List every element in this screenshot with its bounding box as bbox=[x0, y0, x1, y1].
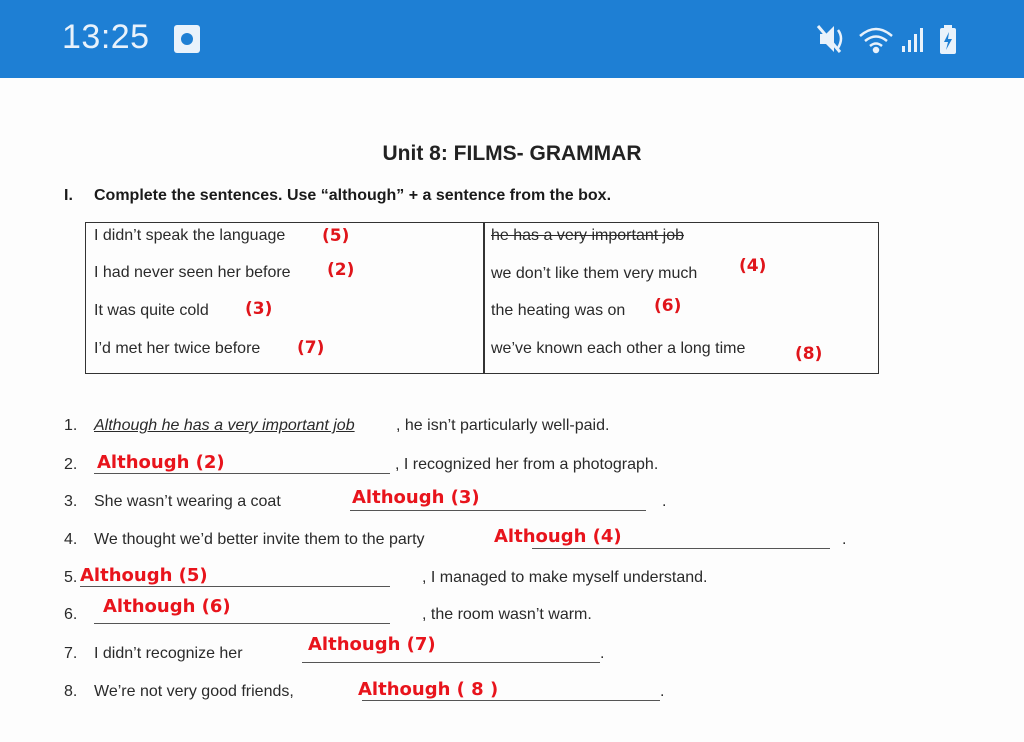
box-left-3: It was quite cold bbox=[94, 302, 209, 319]
sentence-8-answer: Although ( 8 ) bbox=[358, 679, 499, 700]
box-right-2-mark: (4) bbox=[739, 256, 767, 276]
sentence-4-blank bbox=[532, 548, 830, 549]
worksheet-page bbox=[0, 78, 1024, 742]
sentence-6-rest: , the room wasn’t warm. bbox=[422, 606, 592, 623]
sentence-8-rest: . bbox=[660, 683, 665, 700]
box-right-1: he has a very important job bbox=[491, 227, 684, 244]
sentence-1-rest: , he isn’t particularly well-paid. bbox=[396, 417, 610, 434]
sentence-2-number: 2. bbox=[64, 456, 78, 473]
sentence-4-before: We thought we’d better invite them to the party bbox=[94, 531, 425, 548]
sentence-1-number: 1. bbox=[64, 417, 78, 434]
sentence-4-answer: Although (4) bbox=[494, 526, 622, 547]
notification-icon bbox=[174, 25, 200, 53]
sentence-3-blank bbox=[350, 510, 646, 511]
signal-icon bbox=[902, 28, 923, 52]
box-left-2-mark: (2) bbox=[327, 260, 355, 280]
sentence-7-number: 7. bbox=[64, 645, 78, 662]
box-right-4: we’ve known each other a long time bbox=[491, 340, 746, 357]
sentence-8-blank bbox=[362, 700, 660, 701]
instruction: Complete the sentences. Use “although” + a sentence from the box. bbox=[94, 187, 612, 204]
sentence-5-rest: , I managed to make myself understand. bbox=[422, 569, 708, 586]
box-left-4: I’d met her twice before bbox=[94, 340, 261, 357]
sentence-7-answer: Although (7) bbox=[308, 634, 436, 655]
box-right-3: the heating was on bbox=[491, 302, 626, 319]
box-divider bbox=[483, 223, 485, 373]
box-left-4-mark: (7) bbox=[297, 338, 325, 358]
box-left-2: I had never seen her before bbox=[94, 264, 291, 281]
sentence-6-blank bbox=[94, 623, 390, 624]
sentence-1-answer: Although he has a very important job bbox=[94, 417, 355, 434]
sentence-3-number: 3. bbox=[64, 493, 78, 510]
sentence-8-number: 8. bbox=[64, 683, 78, 700]
sentence-5-blank bbox=[80, 586, 390, 587]
sentence-2-blank bbox=[94, 473, 390, 474]
clock: 13:25 bbox=[62, 18, 150, 56]
battery-charging-icon bbox=[940, 25, 956, 54]
box-left-1: I didn’t speak the language bbox=[94, 227, 286, 244]
sentence-4-rest: . bbox=[842, 531, 847, 548]
wifi-icon bbox=[860, 29, 892, 52]
sentence-2-answer: Although (2) bbox=[97, 452, 225, 473]
sentence-7-blank bbox=[302, 662, 600, 663]
box-left-3-mark: (3) bbox=[245, 299, 273, 319]
status-bar bbox=[0, 0, 1024, 78]
sentence-6-number: 6. bbox=[64, 606, 78, 623]
sentence-8-before: We’re not very good friends, bbox=[94, 683, 294, 700]
sentence-3-before: She wasn’t wearing a coat bbox=[94, 493, 281, 510]
sentence-5-number: 5. bbox=[64, 569, 78, 586]
mute-icon bbox=[818, 26, 841, 52]
sentence-3-answer: Although (3) bbox=[352, 487, 480, 508]
box-right-2: we don’t like them very much bbox=[491, 265, 698, 282]
status-icons bbox=[816, 22, 968, 58]
sentence-4-number: 4. bbox=[64, 531, 78, 548]
instruction-number: I. bbox=[64, 187, 73, 204]
box-left-1-mark: (5) bbox=[322, 226, 350, 246]
box-right-4-mark: (8) bbox=[795, 344, 823, 364]
sentence-6-answer: Although (6) bbox=[103, 596, 231, 617]
page-title: Unit 8: FILMS- GRAMMAR bbox=[382, 142, 642, 165]
sentence-3-rest: . bbox=[662, 493, 667, 510]
box-right-3-mark: (6) bbox=[654, 296, 682, 316]
sentence-5-answer: Although (5) bbox=[80, 565, 208, 586]
sentence-7-rest: . bbox=[600, 645, 605, 662]
sentence-2-rest: , I recognized her from a photograph. bbox=[395, 456, 659, 473]
sentence-7-before: I didn’t recognize her bbox=[94, 645, 243, 662]
